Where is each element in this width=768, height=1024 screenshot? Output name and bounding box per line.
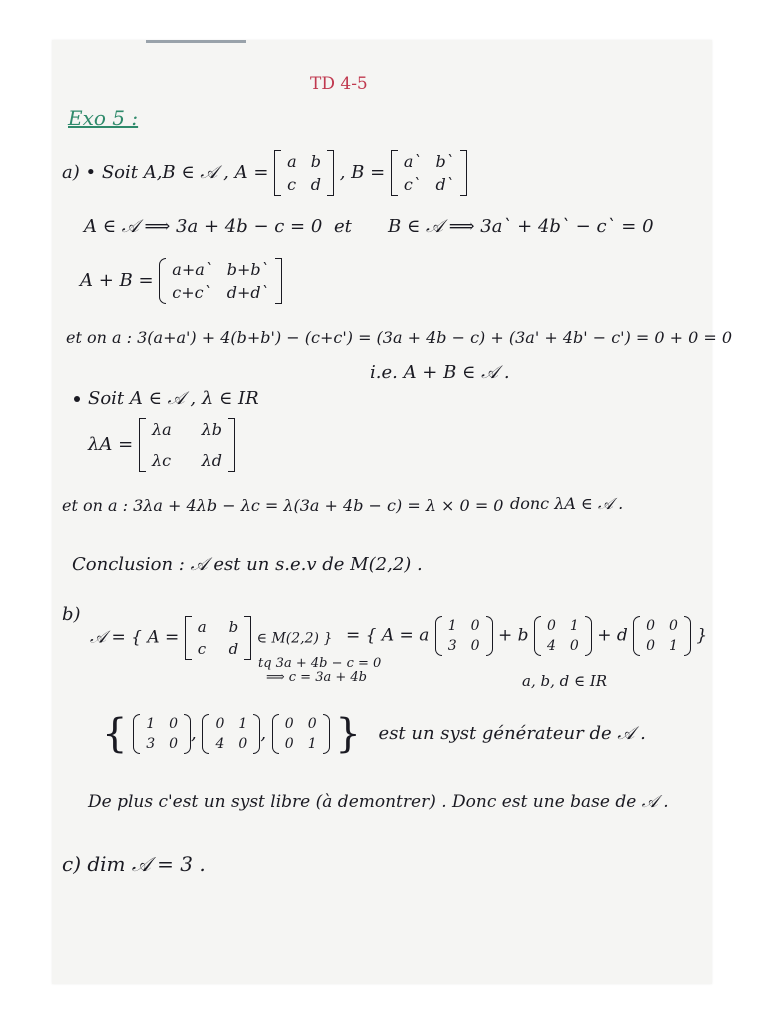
set-matrix: a b c d <box>185 616 252 660</box>
sum-conclusion: i.e. A + B ∈ 𝒜 . <box>370 362 510 383</box>
scalar-definition <box>88 418 235 472</box>
scalar-matrix: λa λb λc λd <box>139 418 235 472</box>
part-a-label: a) • <box>62 162 97 183</box>
matrix-a: a b c d <box>274 150 334 196</box>
free-family-line: De plus c'est un syst libre (à demontrer) . Donc est une base de 𝒜 . <box>88 792 669 812</box>
scalar-closure-line: et on a : 3λa + 4λb − λc = λ(3a + 4b − c) = λ × 0 = 0 <box>62 496 504 515</box>
basis-matrix-3: 0 0 0 1 <box>633 616 691 656</box>
membership: ∈ M(2,2) } <box>256 630 333 647</box>
sum-definition <box>80 258 282 304</box>
scalar-label: λA = <box>88 434 134 455</box>
b-label: , B = <box>339 162 386 183</box>
scalar-conclusion: donc λA ∈ 𝒜 . <box>510 494 624 513</box>
sum-matrix: a+a` b+b` c+c` d+d` <box>159 258 281 304</box>
matrix-b: a` b` c` d` <box>391 150 467 196</box>
page-title: TD 4-5 <box>310 74 368 94</box>
condition-tq: tq 3a + 4b − c = 0 <box>258 656 382 671</box>
generating-family: { 1 0 3 0 , 0 1 4 0 , 0 0 0 1 } est un syst générateur de 𝒜 . <box>102 711 646 757</box>
et-connector: et <box>334 216 352 237</box>
scalar-intro: Soit A ∈ 𝒜 , λ ∈ IR <box>74 388 259 409</box>
condition-implies: ⟹ c = 3a + 4b <box>266 670 367 685</box>
part-a-intro-text: Soit A,B ∈ 𝒜 , A = <box>101 162 269 183</box>
family-matrix-3: 0 0 0 1 <box>272 714 330 754</box>
exercise-heading: Exo 5 : <box>68 106 139 130</box>
a-condition: A ∈ 𝒜 ⟹ 3a + 4b − c = 0 <box>84 216 323 237</box>
bullet-icon <box>74 396 80 402</box>
generating-suffix: est un syst générateur de 𝒜 . <box>378 723 646 744</box>
basis-matrix-2: 0 1 4 0 <box>534 616 592 656</box>
basis-matrix-1: 1 0 3 0 <box>435 616 493 656</box>
parameters: a, b, d ∈ IR <box>522 672 608 690</box>
family-matrix-2: 0 1 4 0 <box>202 714 260 754</box>
part-a-intro <box>62 150 467 196</box>
family-matrix-1: 1 0 3 0 <box>133 714 191 754</box>
binding-strip <box>146 40 246 43</box>
set-definition: 𝒜 = { A = a b c d ∈ M(2,2) } <box>90 618 333 658</box>
sum-closure-line: et on a : 3(a+a') + 4(b+b') − (c+c') = (3a + 4b − c) + (3a' + 4b' − c') = 0 + 0 = 0 <box>66 328 733 347</box>
part-a-conclusion: Conclusion : 𝒜 est un s.e.v de M(2,2) . <box>72 554 423 575</box>
part-c-line: c) dim 𝒜 = 3 . <box>62 852 206 876</box>
sum-label: A + B = <box>80 270 154 291</box>
b-condition: B ∈ 𝒜 ⟹ 3a` + 4b` − c` = 0 <box>388 216 654 237</box>
basis-decomposition: = { A = a 1 0 3 0 + b 0 1 4 0 + d 0 0 0 1 } <box>346 618 708 654</box>
part-b-label: b) <box>62 604 81 625</box>
